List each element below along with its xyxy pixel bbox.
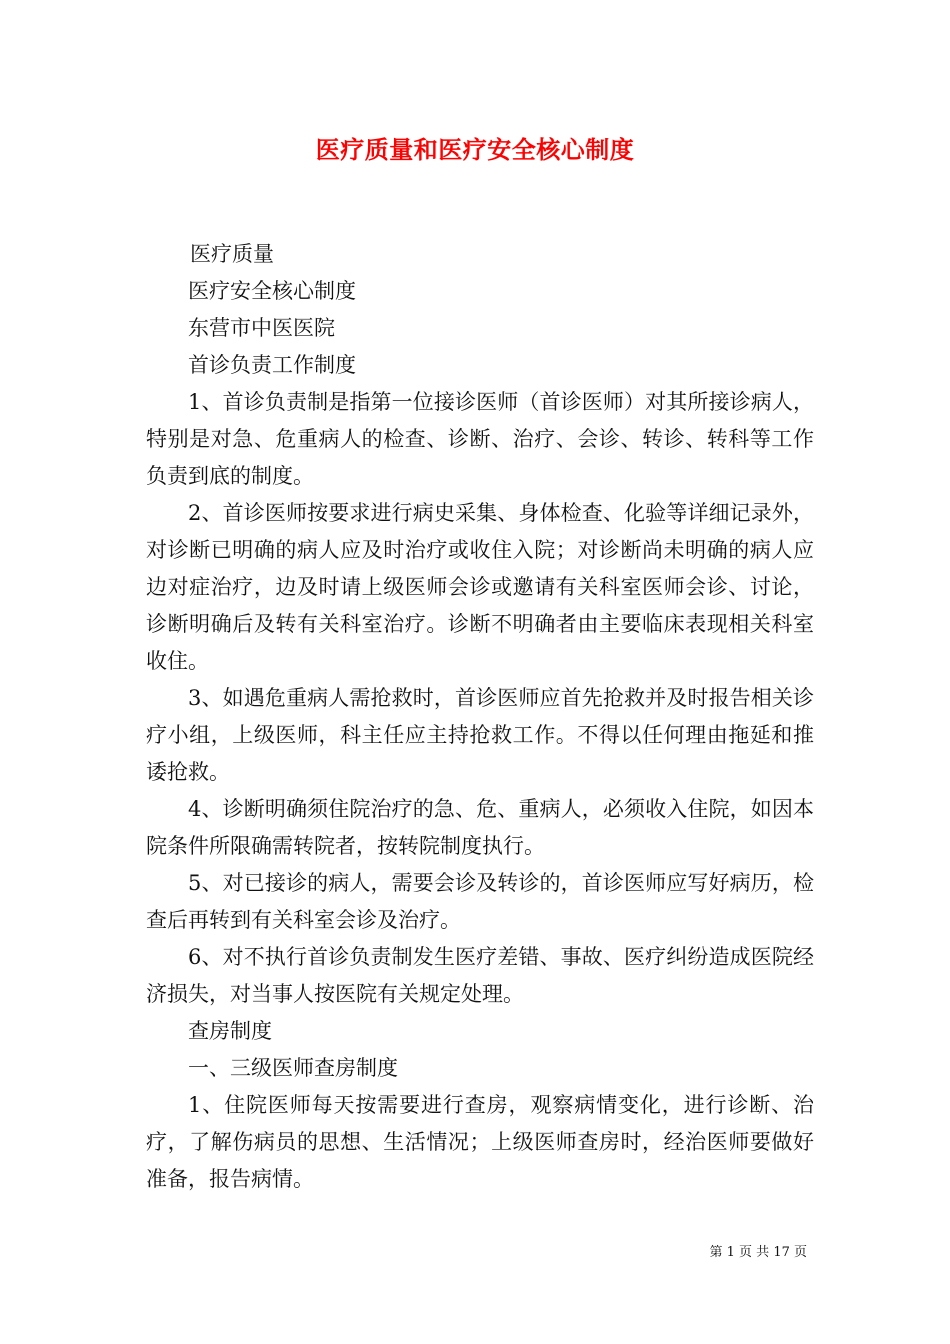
- paragraph: 3、如遇危重病人需抢救时，首诊医师应首先抢救并及时报告相关诊疗小组，上级医师，科主任应主持抢救工作。不得以任何理由拖延和推诿抢救。: [146, 686, 814, 784]
- subsection-heading: 一、三级医师查房制度: [188, 1056, 398, 1080]
- document-body: [146, 236, 814, 1198]
- paragraph: 5、对已接诊的病人，需要会诊及转诊的，首诊医师应写好病历，检查后再转到有关科室会诊及治疗。: [146, 871, 814, 932]
- paragraph: 2、首诊医师按要求进行病史采集、身体检查、化验等详细记录外，对诊断已明确的病人应及时治疗或收住入院；对诊断尚未明确的病人应边对症治疗，边及时请上级医师会诊或邀请有关科室医师会诊、讨论，诊断明确后及转有关科室治疗。诊断不明确者由主要临床表现相关科室收住。: [146, 501, 814, 673]
- document-title: 医疗质量和医疗安全核心制度: [315, 135, 635, 164]
- paragraph: 1、住院医师每天按需要进行查房，观察病情变化，进行诊断、治疗，了解伤病员的思想、生活情况；上级医师查房时，经治医师要做好准备，报告病情。: [146, 1093, 814, 1191]
- section-heading: 查房制度: [188, 1019, 272, 1043]
- paragraph: 1、首诊负责制是指第一位接诊医师（首诊医师）对其所接诊病人，特别是对急、危重病人的检查、诊断、治疗、会诊、转诊、转科等工作负责到底的制度。: [146, 390, 814, 488]
- section-heading: 首诊负责工作制度: [188, 353, 356, 377]
- paragraph: 6、对不执行首诊负责制发生医疗差错、事故、医疗纠纷造成医院经济损失，对当事人按医院有关规定处理。: [146, 945, 814, 1006]
- page-number: 第 1 页 共 17 页: [709, 1245, 807, 1260]
- paragraph: 4、诊断明确须住院治疗的急、危、重病人，必须收入住院，如因本院条件所限确需转院者，按转院制度执行。: [146, 797, 814, 858]
- paragraph: 东营市中医医院: [188, 316, 335, 340]
- paragraph: 医疗质量: [190, 242, 274, 266]
- paragraph: 医疗安全核心制度: [188, 279, 356, 303]
